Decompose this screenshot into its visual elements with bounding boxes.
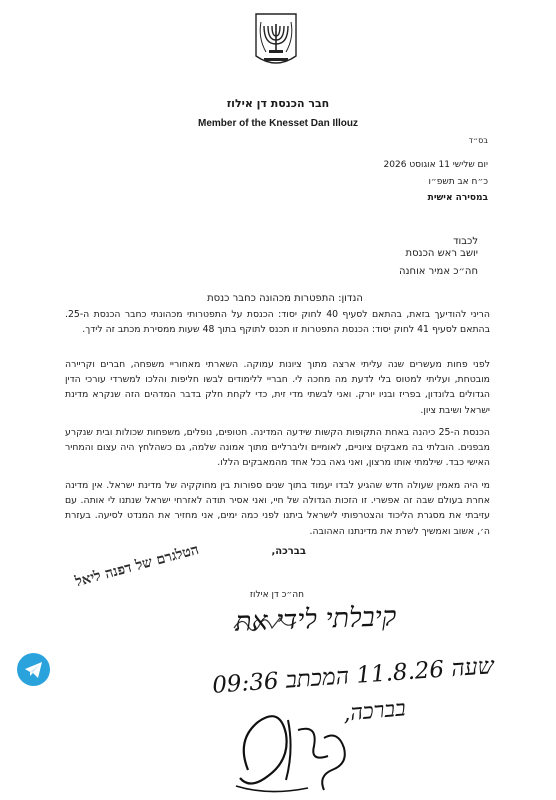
member-title-hebrew: חבר הכנסת דן אילוז xyxy=(226,97,330,110)
handwritten-note-line: קיבלתי לידי את xyxy=(234,601,397,638)
body-paragraph: מי היה מאמין שעולה חדש שהגיע לבדו יעמוד בתוך שנים ספורות בין מחוקקיה של מדינת ישראל. אין מדינה אחרת בעולם שבה זה אפשרי. זו הזכות הגדולה של חיי, ואני אסיר תודה לאזרחי ישראל שנתנו לי אותה. עם עזיבתי את מסגרת הליכוד והצטרפותי לישראל ביתנו לפני כמה ימים, אני מחזיר את המנדט לסיעה. בעזרת ה׳, אשוב ואמשיך לשרת את מדינתנו האהובה. xyxy=(65,480,490,537)
channel-watermark: הטלגרם של דפנה ליאל xyxy=(73,541,201,591)
telegram-icon xyxy=(17,653,50,686)
body-paragraph: הריני להודיעך בזאת, בהתאם לסעיף 40 לחוק יסוד: הכנסת על התפטרותי מכהונתי כחבר הכנסת ה-25. בהתאם לסעיף 41 לחוק יסוד: הכנסת התפטרות זו תכנס לתוקף בתוך 48 שעות ממסירת מכתב זה לידך. xyxy=(65,309,490,336)
handwritten-signature-icon xyxy=(228,700,358,798)
recipient-line: יושב ראש הכנסת xyxy=(405,248,478,259)
handwritten-note-line: 09:36 שעה 11.8.26 המכתב xyxy=(211,653,495,699)
bsd-mark: בס״ד xyxy=(468,136,488,145)
signer-name: חה״כ דן אילוז xyxy=(249,590,304,600)
knesset-emblem-icon xyxy=(252,10,300,72)
recipient-line: חה״כ אמיר אוחנה xyxy=(399,266,478,277)
handwritten-note-line: בברכה, xyxy=(342,696,408,727)
personal-delivery: במסירה אישית xyxy=(427,193,488,203)
date-gregorian: יום שלישי 11 אוגוסט 2026 xyxy=(383,160,488,170)
body-paragraph: לפני פחות מעשרים שנה עליתי ארצה מתוך ציונות עמוקה. השארתי מאחוריי משפחה, חברים וקריירה מובטחת, ועליתי למטוס בלי לדעת מה מחכה לי. חבריי ללימודים לבשו חליפות והלכו למשרדי עורכי הדין הגדולים בלונדון, בפריז ובניו יורק. ואני לבשתי מדי זית, כדי לקחת חלק בדבר המדהים הזה שנקרא מדינת ישראל ושיבת ציון. xyxy=(65,359,490,416)
body-paragraph: הכנסת ה-25 כיהנה באחת התקופות הקשות שידעה המדינה. חטופים, נופלים, משפחות שכולות ובית שנקרע מבפנים. הובלתי בה מאבקים ציוניים, לאומיים וליברליים מתוך אמונה שלמה, גם כשהלחץ היה עצום והמחיר האישי כבד. שילמתי אותו מרצון, ואני גאה בכל אחד מהמאבקים הללו. xyxy=(65,427,490,469)
closing-regards: בברכה, xyxy=(271,546,306,557)
member-title-english: Member of the Knesset Dan Illouz xyxy=(197,118,359,129)
recipient-line: לכבוד xyxy=(453,236,478,247)
date-hebrew: כ״ח אב תשפ״ו xyxy=(428,177,488,187)
subject-line: הנדון: התפטרות מכהונה כחבר כנסת xyxy=(207,293,363,304)
